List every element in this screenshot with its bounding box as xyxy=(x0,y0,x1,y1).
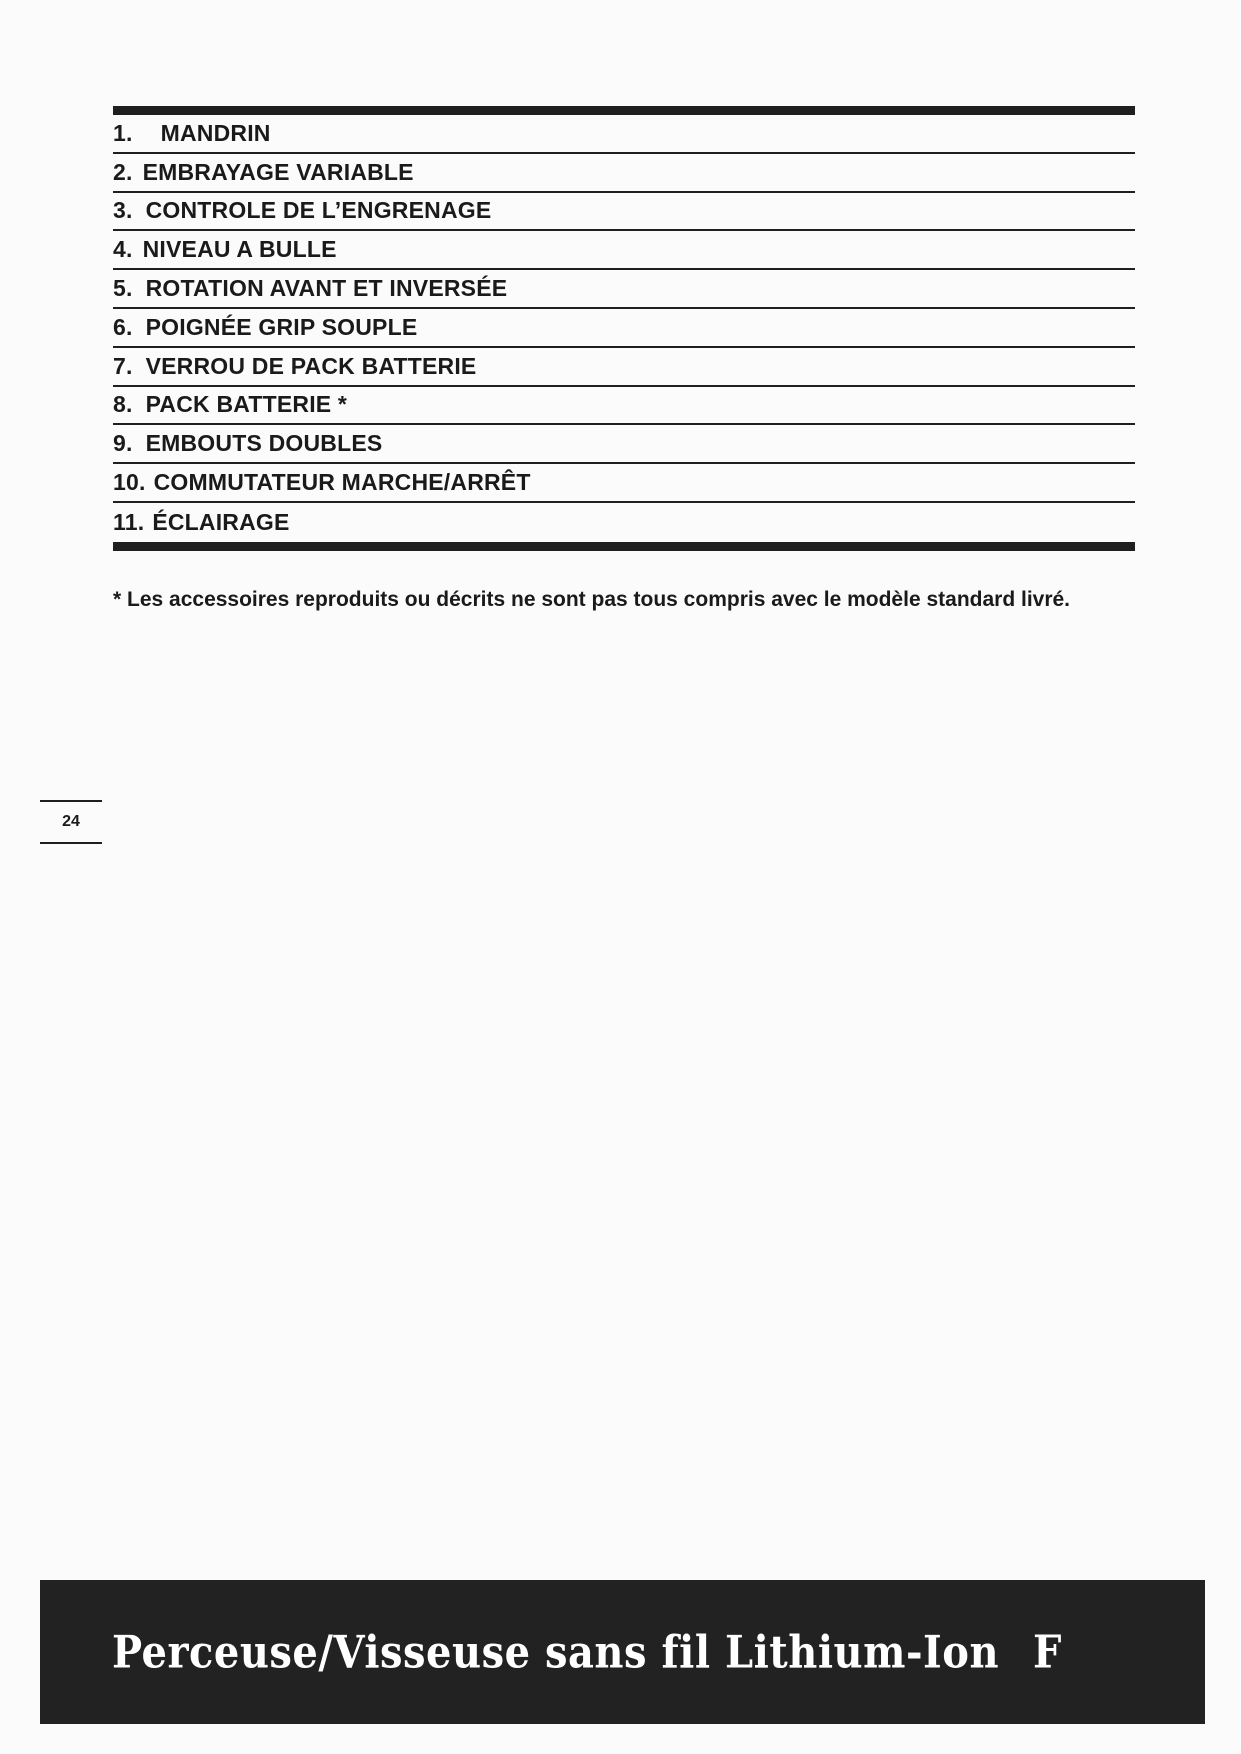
language-code: F xyxy=(1033,1626,1062,1679)
part-item-3 xyxy=(113,193,1135,232)
part-label: EMBRAYAGE VARIABLE xyxy=(142,158,414,185)
part-number: 11. xyxy=(113,508,145,535)
page-number: 24 xyxy=(40,800,102,844)
part-label: POIGNÉE GRIP SOUPLE xyxy=(145,313,418,340)
part-number: 7. xyxy=(113,352,133,379)
part-label: COMMUTATEUR MARCHE/ARRÊT xyxy=(153,469,531,496)
part-item-1 xyxy=(113,115,1135,154)
part-number: 1. xyxy=(113,119,133,146)
part-number: 3. xyxy=(113,197,133,224)
part-number: 5. xyxy=(113,275,133,302)
product-title: Perceuse/Visseuse sans fil Lithium-Ion xyxy=(112,1626,1000,1679)
part-label: VERROU DE PACK BATTERIE xyxy=(145,352,477,379)
part-label: NIVEAU A BULLE xyxy=(142,236,337,263)
part-item-2 xyxy=(113,154,1135,193)
part-item-6 xyxy=(113,309,1135,348)
part-item-10 xyxy=(113,464,1135,503)
part-item-9 xyxy=(113,425,1135,464)
part-item-8 xyxy=(113,387,1135,426)
part-item-5 xyxy=(113,270,1135,309)
part-label: EMBOUTS DOUBLES xyxy=(145,430,383,457)
footer-bar xyxy=(40,1580,1205,1724)
parts-list xyxy=(113,106,1135,551)
footer-title xyxy=(112,1626,1062,1679)
part-number: 8. xyxy=(113,391,133,418)
part-label: ROTATION AVANT ET INVERSÉE xyxy=(145,275,508,302)
part-item-4 xyxy=(113,231,1135,270)
part-label: CONTROLE DE L’ENGRENAGE xyxy=(145,197,492,224)
part-number: 4. xyxy=(113,236,133,263)
accessories-footnote: * Les accessoires reproduits ou décrits ne sont pas tous compris avec le modèle standard livré. xyxy=(113,588,1071,611)
part-label: PACK BATTERIE * xyxy=(145,391,348,418)
part-number: 2. xyxy=(113,158,133,185)
part-number: 9. xyxy=(113,430,133,457)
part-number: 6. xyxy=(113,313,133,340)
part-label: ÉCLAIRAGE xyxy=(152,508,290,535)
part-item-11 xyxy=(113,503,1135,542)
part-number: 10. xyxy=(113,469,146,496)
part-label: MANDRIN xyxy=(160,119,271,146)
part-item-7 xyxy=(113,348,1135,387)
